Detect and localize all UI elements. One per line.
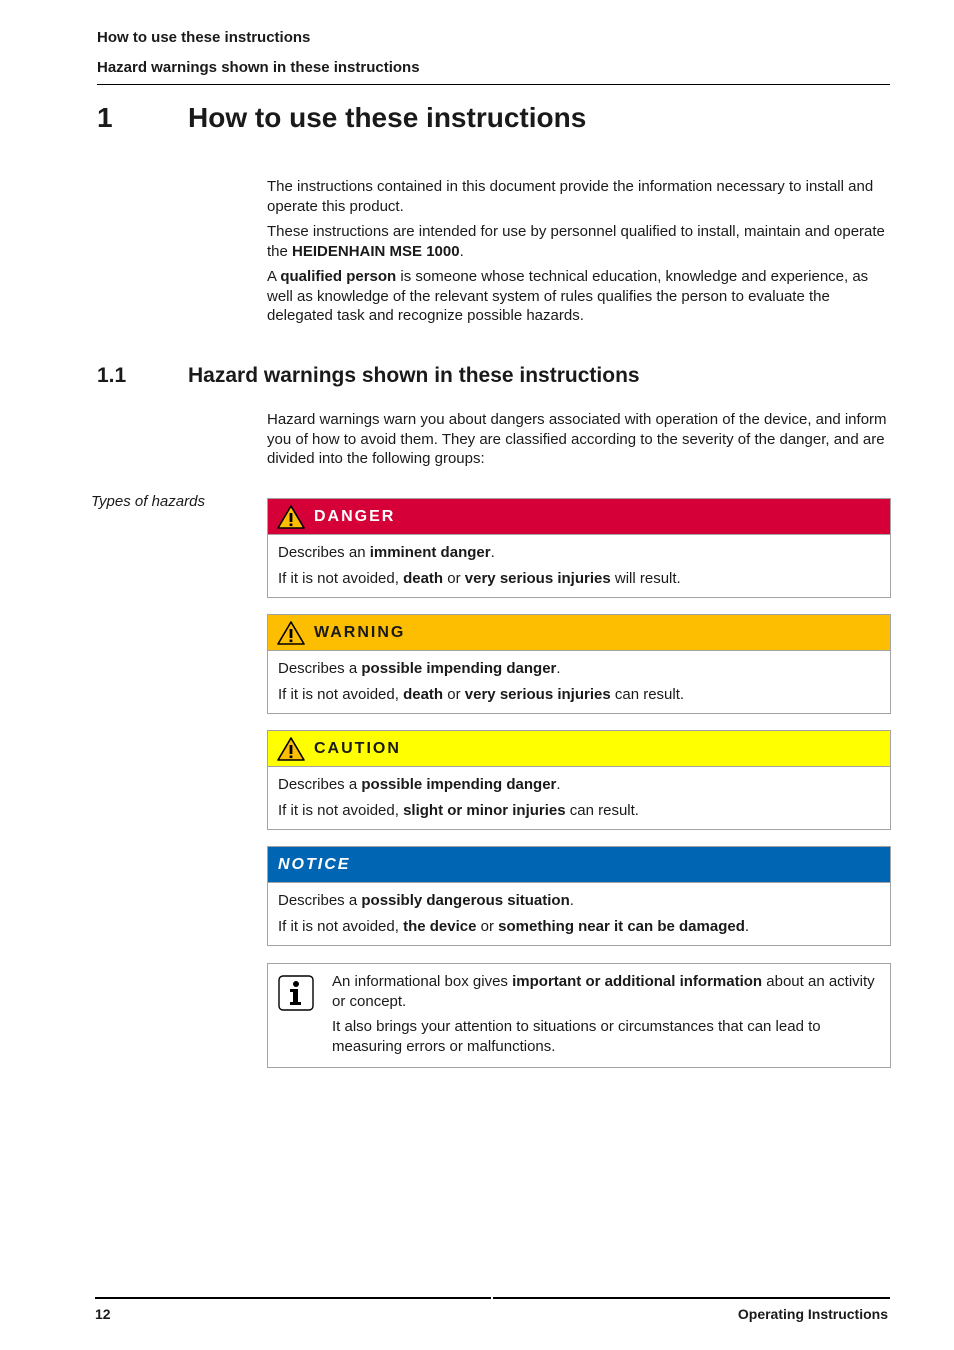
- section-intro: Hazard warnings warn you about dangers associated with operation of the device, and inform you of how to avoid them. They are classified according to the severity of the danger, and are divided into the following groups:: [267, 411, 887, 467]
- warning-header: [268, 615, 890, 651]
- notice-box: [267, 846, 891, 946]
- margin-note: Types of hazards: [91, 493, 205, 510]
- notice-label: NOTICE: [278, 855, 351, 873]
- danger-line: Describes an imminent danger.: [278, 544, 495, 561]
- chapter-title: How to use these instructions: [188, 102, 587, 133]
- warning-triangle-icon: [276, 736, 306, 762]
- section-number: 1.1: [97, 364, 127, 387]
- info-paragraph: An informational box gives important or additional information about an activity or concept.: [332, 973, 875, 1010]
- info-box: [267, 963, 891, 1068]
- warning-label: WARNING: [314, 623, 406, 641]
- warning-line: Describes a possible impending danger.: [278, 660, 561, 677]
- info-icon: [278, 975, 314, 1011]
- warning-triangle-icon: [276, 504, 306, 530]
- notice-header: [268, 847, 890, 883]
- caution-line: Describes a possible impending danger.: [278, 776, 561, 793]
- chapter-paragraph: These instructions are intended for use by personnel qualified to install, maintain and operate the HEIDENHAIN MSE 1000.: [267, 223, 885, 260]
- danger-box: [267, 498, 891, 598]
- chapter-number: 1: [97, 102, 113, 133]
- info-paragraph: It also brings your attention to situations or circumstances that can lead to measuring errors or malfunctions.: [332, 1018, 821, 1055]
- caution-header: [268, 731, 890, 767]
- running-header-chapter: How to use these instructions: [97, 29, 311, 46]
- notice-line: If it is not avoided, the device or something near it can be damaged.: [278, 918, 750, 935]
- section-title: Hazard warnings shown in these instructions: [188, 364, 640, 387]
- warning-triangle-icon: [276, 620, 306, 646]
- warning-box: [267, 614, 891, 714]
- danger-line: If it is not avoided, death or very serious injuries will result.: [278, 570, 681, 587]
- caution-box: [267, 730, 891, 830]
- caution-label: CAUTION: [314, 739, 401, 757]
- danger-header: [268, 499, 890, 535]
- footer-rule: [95, 1297, 491, 1299]
- running-header-section: Hazard warnings shown in these instructions: [97, 59, 420, 76]
- notice-line: Describes a possibly dangerous situation.: [278, 892, 574, 909]
- warning-line: If it is not avoided, death or very serious injuries can result.: [278, 686, 685, 703]
- danger-label: DANGER: [314, 507, 396, 525]
- caution-line: If it is not avoided, slight or minor injuries can result.: [278, 802, 639, 819]
- chapter-paragraph: A qualified person is someone whose technical education, knowledge and experience, as well as knowledge of the relevant system of rules qualifies the person to evaluate the delegated task and recognize possible hazards.: [267, 268, 869, 324]
- header-rule: [97, 84, 890, 85]
- chapter-paragraph: The instructions contained in this document provide the information necessary to install and operate this product.: [267, 178, 874, 215]
- footer-rule: [493, 1297, 890, 1299]
- footer-doc-type: Operating Instructions: [737, 1306, 888, 1322]
- page-number: 12: [95, 1306, 111, 1322]
